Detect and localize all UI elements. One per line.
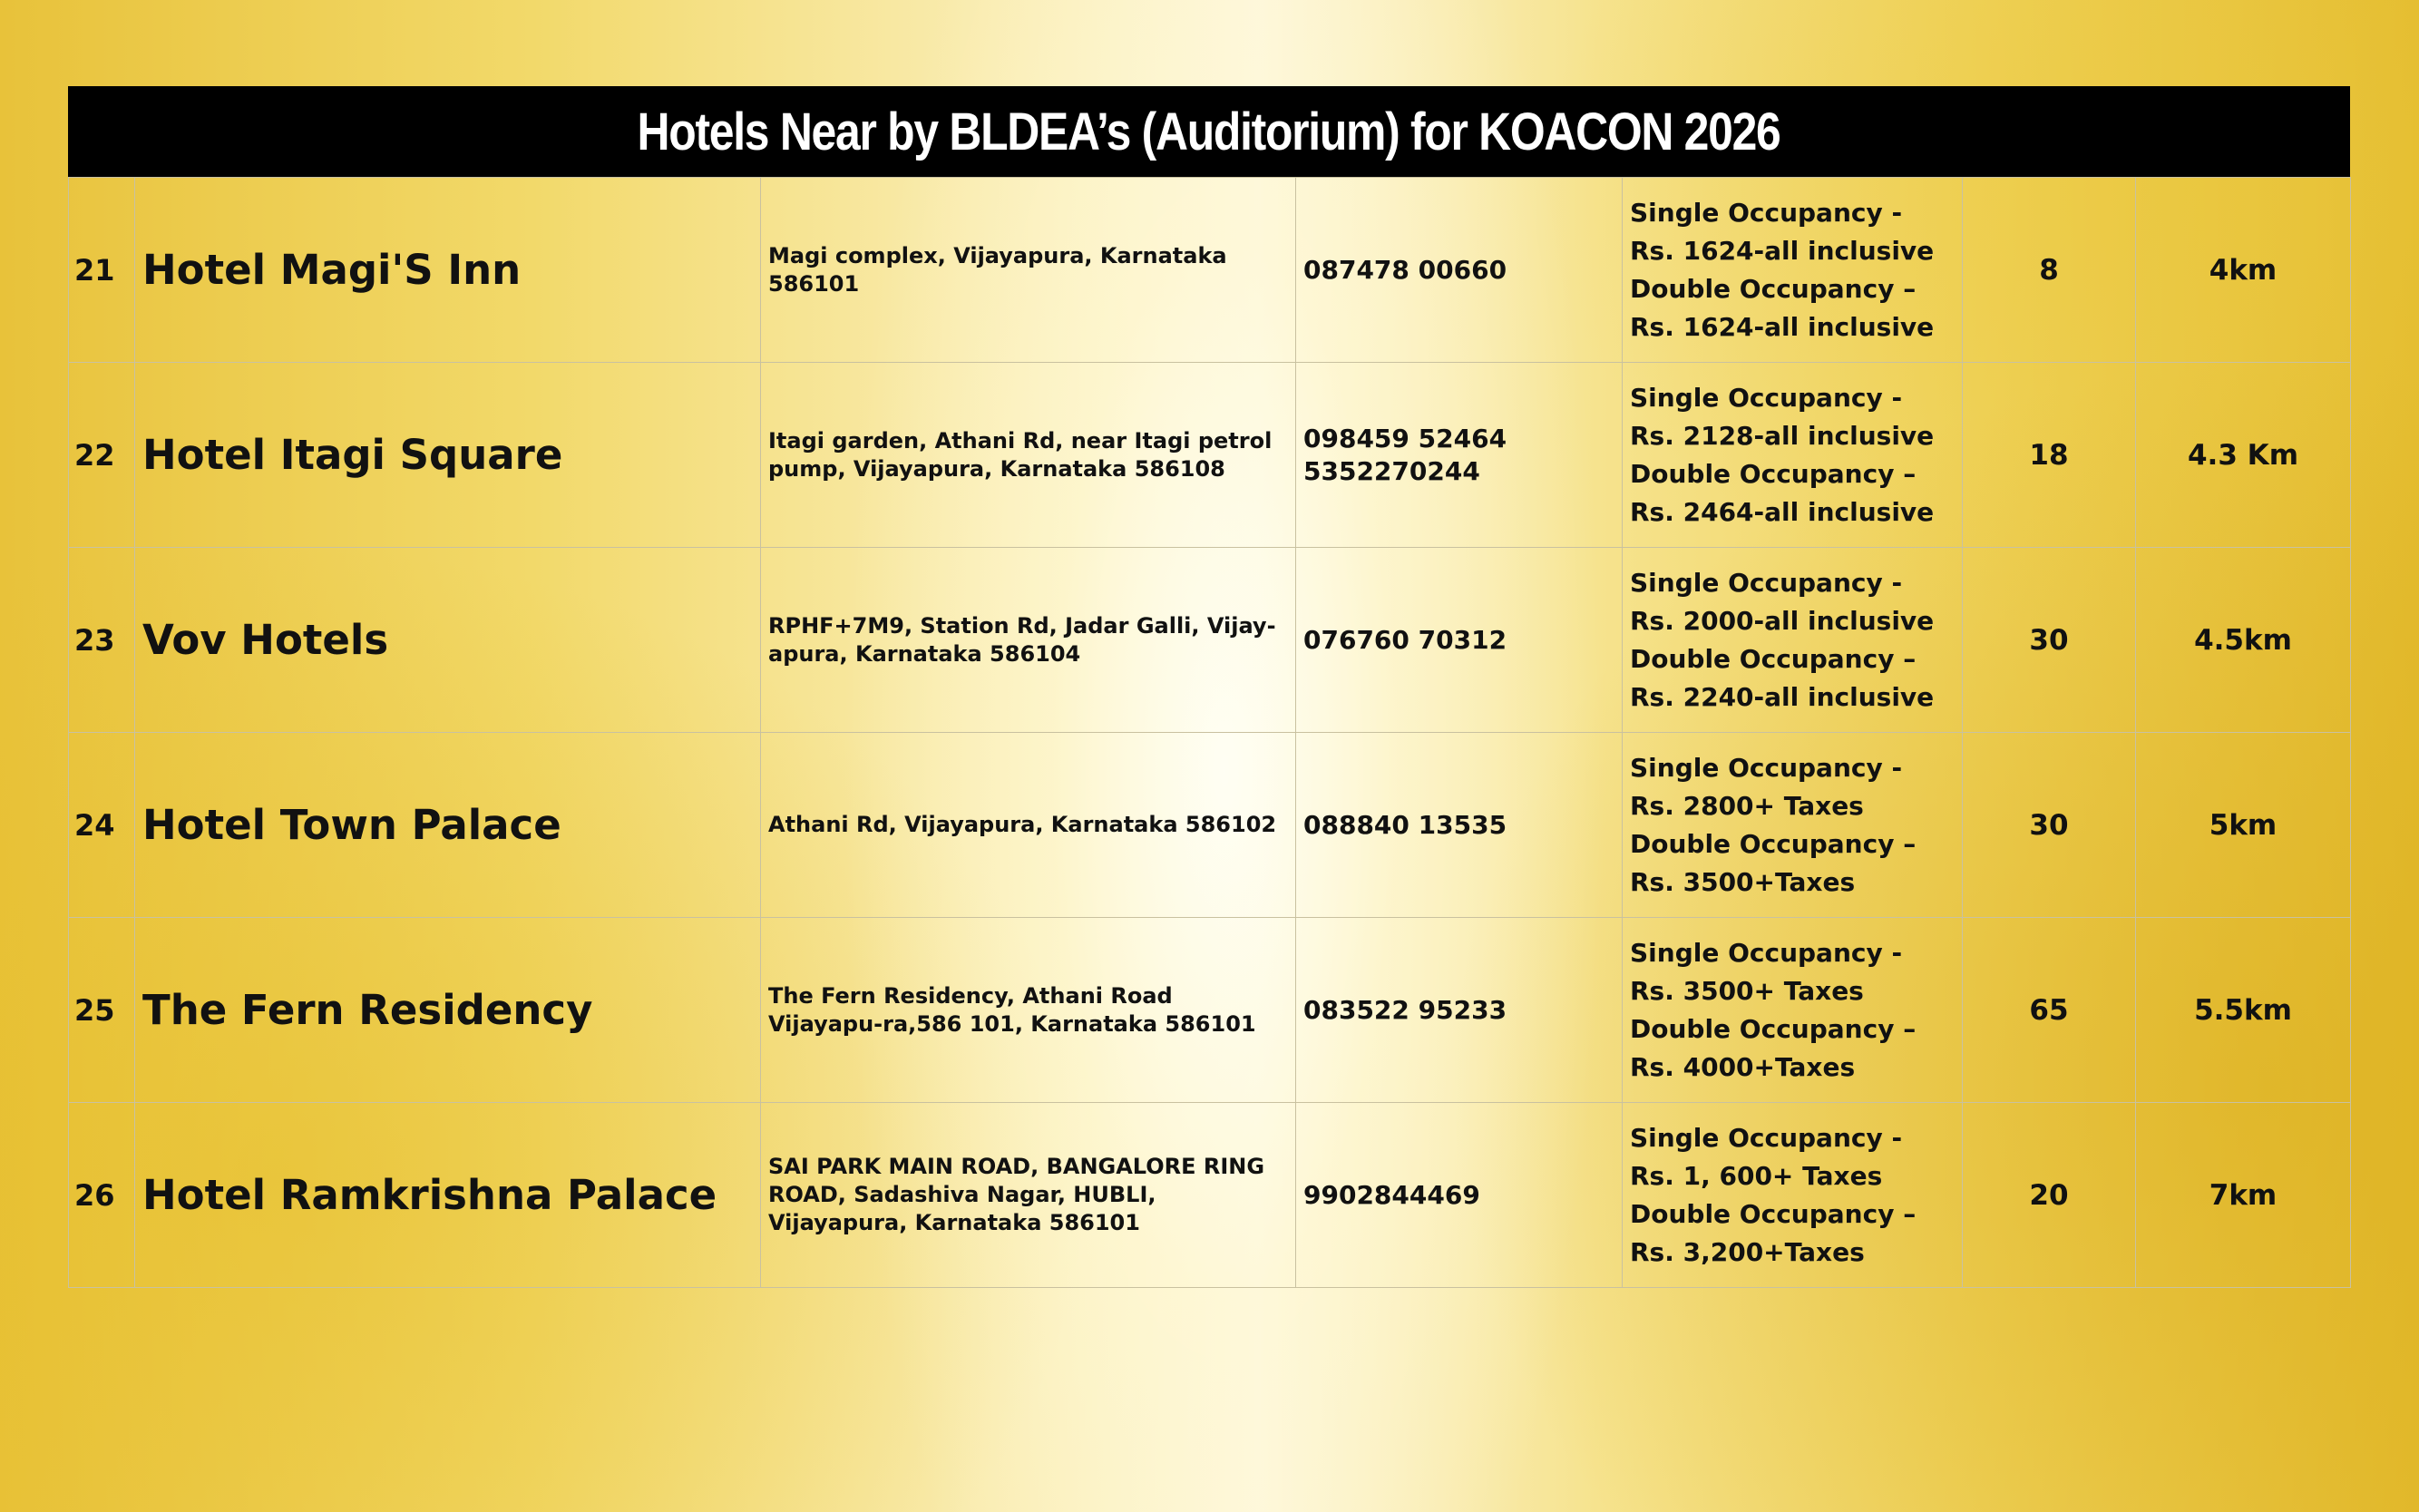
tariff-line: Single Occupancy - xyxy=(1630,382,1903,413)
tariff-line: Rs. 3,200+Taxes xyxy=(1630,1236,1865,1267)
hotel-tariff xyxy=(1623,363,1963,548)
hotel-name: Hotel Town Palace xyxy=(135,733,761,918)
room-count: 30 xyxy=(1963,548,2136,733)
hotels-table xyxy=(68,177,2351,1288)
table-row xyxy=(69,363,2351,548)
table-row xyxy=(69,918,2351,1103)
hotel-address: RPHF+7M9, Station Rd, Jadar Galli, Vijay-apura, Karnataka 586104 xyxy=(761,548,1296,733)
hotel-phone: 9902844469 xyxy=(1296,1103,1623,1288)
tariff-line: Rs. 4000+Taxes xyxy=(1630,1051,1856,1082)
hotel-list-sheet xyxy=(68,86,2350,1288)
hotel-address: Athani Rd, Vijayapura, Karnataka 586102 xyxy=(761,733,1296,918)
hotel-name: Hotel Magi'S Inn xyxy=(135,178,761,363)
table-row xyxy=(69,1103,2351,1288)
tariff-line: Double Occupancy – xyxy=(1630,828,1917,859)
row-number: 24 xyxy=(69,733,135,918)
room-count: 65 xyxy=(1963,918,2136,1103)
hotel-tariff xyxy=(1623,1103,1963,1288)
tariff-line: Single Occupancy - xyxy=(1630,752,1903,783)
tariff-line: Rs. 2128-all inclusive xyxy=(1630,420,1935,451)
hotel-distance: 5km xyxy=(2136,733,2351,918)
tariff-line: Single Occupancy - xyxy=(1630,937,1903,968)
hotel-address: Magi complex, Vijayapura, Karnataka 586101 xyxy=(761,178,1296,363)
hotel-tariff xyxy=(1623,548,1963,733)
tariff-line: Rs. 2800+ Taxes xyxy=(1630,790,1864,821)
tariff-line: Double Occupancy – xyxy=(1630,1013,1917,1044)
hotel-distance: 7km xyxy=(2136,1103,2351,1288)
room-count: 8 xyxy=(1963,178,2136,363)
hotel-phone: 087478 00660 xyxy=(1296,178,1623,363)
tariff-line: Double Occupancy – xyxy=(1630,273,1917,304)
hotel-name: Hotel Ramkrishna Palace xyxy=(135,1103,761,1288)
hotel-distance: 4.5km xyxy=(2136,548,2351,733)
hotel-tariff xyxy=(1623,178,1963,363)
table-row xyxy=(69,548,2351,733)
hotel-distance: 4.3 Km xyxy=(2136,363,2351,548)
row-number: 21 xyxy=(69,178,135,363)
tariff-line: Rs. 2464-all inclusive xyxy=(1630,496,1935,527)
hotel-phone: 098459 52464 5352270244 xyxy=(1296,363,1623,548)
tariff-line: Rs. 1, 600+ Taxes xyxy=(1630,1160,1883,1191)
hotel-phone: 088840 13535 xyxy=(1296,733,1623,918)
tariff-line: Single Occupancy - xyxy=(1630,1122,1903,1153)
hotel-name: The Fern Residency xyxy=(135,918,761,1103)
tariff-line: Double Occupancy – xyxy=(1630,1198,1917,1229)
hotel-tariff xyxy=(1623,733,1963,918)
room-count: 30 xyxy=(1963,733,2136,918)
hotel-tariff xyxy=(1623,918,1963,1103)
hotel-address: SAI PARK MAIN ROAD, BANGALORE RING ROAD, Sadashiva Nagar, HUBLI, Vijayapura, Karnataka 586101 xyxy=(761,1103,1296,1288)
tariff-line: Single Occupancy - xyxy=(1630,567,1903,598)
tariff-line: Rs. 1624-all inclusive xyxy=(1630,311,1935,342)
row-number: 26 xyxy=(69,1103,135,1288)
table-row xyxy=(69,178,2351,363)
hotel-name: Hotel Itagi Square xyxy=(135,363,761,548)
row-number: 25 xyxy=(69,918,135,1103)
row-number: 23 xyxy=(69,548,135,733)
tariff-line: Rs. 2000-all inclusive xyxy=(1630,605,1935,636)
hotel-address: The Fern Residency, Athani Road Vijayapu-ra,586 101, Karnataka 586101 xyxy=(761,918,1296,1103)
tariff-line: Double Occupancy – xyxy=(1630,643,1917,674)
hotel-address: Itagi garden, Athani Rd, near Itagi petrol pump, Vijayapura, Karnataka 586108 xyxy=(761,363,1296,548)
tariff-line: Rs. 1624-all inclusive xyxy=(1630,235,1935,266)
page-title-bar xyxy=(68,86,2350,177)
room-count: 18 xyxy=(1963,363,2136,548)
tariff-line: Double Occupancy – xyxy=(1630,458,1917,489)
hotel-distance: 5.5km xyxy=(2136,918,2351,1103)
tariff-line: Rs. 3500+Taxes xyxy=(1630,866,1856,897)
row-number: 22 xyxy=(69,363,135,548)
hotel-distance: 4km xyxy=(2136,178,2351,363)
room-count: 20 xyxy=(1963,1103,2136,1288)
table-row xyxy=(69,733,2351,918)
hotel-phone: 083522 95233 xyxy=(1296,918,1623,1103)
page-title: Hotels Near by BLDEA’s (Auditorium) for KOACON 2026 xyxy=(638,102,1780,161)
tariff-line: Single Occupancy - xyxy=(1630,197,1903,228)
tariff-line: Rs. 3500+ Taxes xyxy=(1630,975,1864,1006)
hotel-phone: 076760 70312 xyxy=(1296,548,1623,733)
tariff-line: Rs. 2240-all inclusive xyxy=(1630,681,1935,712)
hotel-name: Vov Hotels xyxy=(135,548,761,733)
